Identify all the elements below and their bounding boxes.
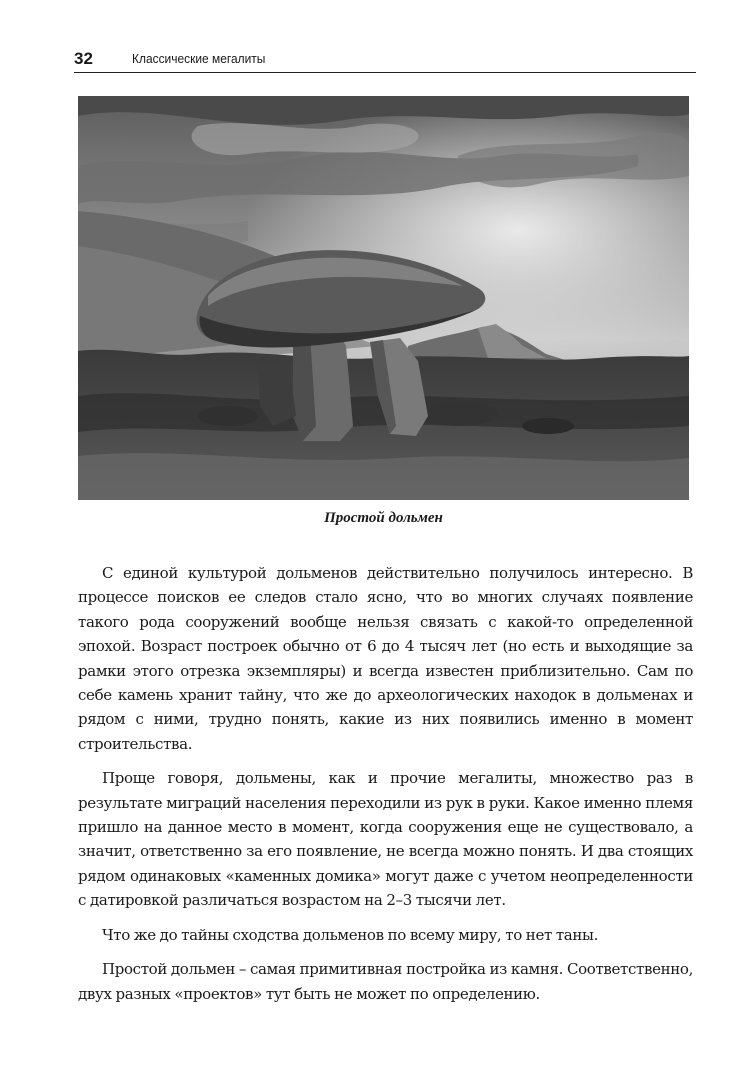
dolmen-photo (78, 96, 689, 500)
running-title: Классические мегалиты (132, 51, 266, 66)
page-number: 32 (74, 49, 93, 68)
paragraph: Простой дольмен – самая примитивная постройка из камня. Соответственно, двух разных «проектов» тут быть не может по определению. (78, 960, 693, 1003)
body-text (78, 561, 693, 1016)
paragraph: С единой культурой дольменов действительно получилось интересно. В процессе поисков ее следов стало ясно, что во многих случаях появление такого рода сооружений вообще нельзя связать с какой-то определенной эпохой. Возраст построек обычно от 6 до 4 тысяч лет (но есть и выходящие за рамки этого отрезка экземпляры) и всегда известен приблизительно. Сам по себе камень хранит тайну, что же до археологических находок в дольменах и рядом с ними, трудно понять, какие из них появились именно в момент строительства. (78, 564, 693, 753)
running-header (74, 46, 696, 73)
figure-caption: Простой дольмен (324, 510, 443, 526)
paragraph: Проще говоря, дольмены, как и прочие мегалиты, множество раз в результате миграций населения переходили из рук в руки. Какое именно племя пришло на данное место в момент, когда сооружения еще не существовало, а значит, ответственно за его появление, не всегда можно понять. И два стоящих рядом одинаковых «каменных домика» могут даже с учетом неопределенности с датировкой различаться возрастом на 2–3 тысячи лет. (78, 769, 693, 910)
paragraph: Что же до тайны сходства дольменов по всему миру, то нет таны. (102, 925, 599, 944)
